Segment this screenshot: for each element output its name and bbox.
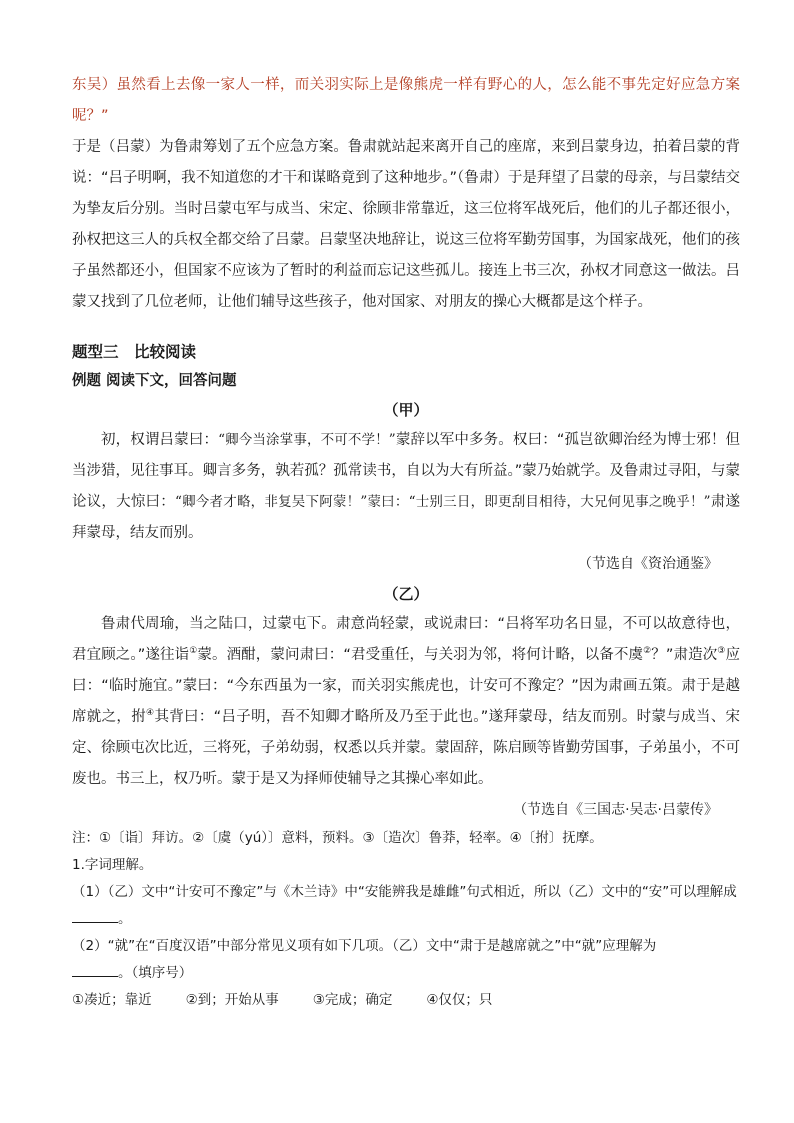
text-a-body xyxy=(72,425,740,549)
answer-blank-1[interactable] xyxy=(72,908,118,923)
text-b-source: （节选自《三国志·吴志·吕蒙传》 xyxy=(513,802,718,818)
translation-black-text: 于是（吕蒙）为鲁肃筹划了五个应急方案。鲁肃就站起来离开自己的座席，来到吕蒙身边，拍着吕蒙的背说：“吕子明啊，我不知道您的才干和谋略竟到了这种地步。”（鲁肃）于是拜望了吕蒙的母亲，与吕蒙结交为挚友后分别。当时吕蒙屯军与成当、宋定、徐顾非常靠近，这三位将军战死后，他们的儿子都还很小，孙权把这三人的兵权全都交给了吕蒙。吕蒙坚决地辞让，说这三位将军勤劳国事，为国家战死，他们的孩子虽然都还小，但国家不应该为了暂时的利益而忘记这些孤儿。接连上书三次，孙权才同意这一做法。吕蒙又找到了几位老师，让他们辅导这些孩子，他对国家、对朋友的操心大概都是这个样子。 xyxy=(72,139,740,310)
question-1-end: 。 xyxy=(118,911,132,927)
note-mark-3: ③ xyxy=(717,646,726,657)
text-a-part2: “卿今当涂掌事，不可不学！” xyxy=(218,432,396,448)
example-title: 例题 阅读下文，回答问题 xyxy=(72,373,237,389)
options-row xyxy=(72,987,740,1014)
question-1-text: （1）（乙）文中“计安可不豫定”与《木兰诗》中“安能辨我是雄雌”句式相近，所以（乙）文中的“安”可以理解成 xyxy=(72,884,737,900)
text-b-title: （乙） xyxy=(383,585,429,603)
note-mark-1: ① xyxy=(189,646,198,657)
text-a-part1: 初，权谓吕蒙曰： xyxy=(101,432,219,448)
text-b-body xyxy=(72,609,740,795)
answer-blank-2[interactable] xyxy=(72,962,118,977)
text-b-part2: 蒙。酒酣，蒙问肃曰：“君受重任，与关羽为邻，将何计略，以备不虞 xyxy=(197,647,644,663)
translation-red-span: 东吴）虽然看上去像一家人一样，而关羽实际上是像熊虎一样有野心的人，怎么能不事先定好应急方案呢？” xyxy=(72,77,740,124)
text-a-source: （节选自《资治通鉴》 xyxy=(578,556,718,572)
text-a-part4: “卿今者才略，非复吴下阿蒙！”蒙曰：“士别三日，即更刮目相待，大兄何见事之晚乎！” xyxy=(174,494,711,510)
text-a-part3: 蒙辞以军中多务。权曰：“孤岂欲卿治经为博士邪！但当涉猎，见往事耳。卿言多务，孰若孤？孤常读书，自以为大有所益。”蒙乃始就学。及鲁肃过寻阳，与蒙论议，大惊曰： xyxy=(72,432,741,510)
document-content xyxy=(72,70,740,1014)
option-2: ②到；开始从事 xyxy=(185,992,279,1008)
question-1 xyxy=(72,879,740,933)
text-a-part5: 肃遂拜蒙母，结友而别。 xyxy=(72,494,741,541)
annotation-note: 注：①〔诣〕拜访。②〔虞（yú）〕意料，预料。③〔造次〕鲁莽，轻率。④〔拊〕抚摩。 xyxy=(72,830,603,846)
note-mark-4: ④ xyxy=(146,708,155,719)
question-2-text: （2）“就”在“百度汉语”中部分常见义项有如下几项。（乙）文中“肃于是越席就之”中“就”应理解为 xyxy=(72,938,657,954)
section-title: 题型三 比较阅读 xyxy=(72,343,197,361)
text-b-part3: ？”肃造次 xyxy=(651,647,718,663)
question-2 xyxy=(72,933,740,987)
note-mark-2: ② xyxy=(643,646,652,657)
translation-red-text xyxy=(72,70,740,318)
option-1: ①凑近；靠近 xyxy=(72,992,152,1008)
question-heading: 1.字词理解。 xyxy=(72,857,153,873)
text-b-part1: 鲁肃代周瑜，当之陆口，过蒙屯下。肃意尚轻蒙，或说肃曰：“吕将军功名日显，不可以故意待也，君宜顾之。”遂往诣 xyxy=(72,616,740,663)
question-2-end: 。（填序号） xyxy=(118,965,193,981)
text-b-part5: 其背曰：“吕子明，吾不知卿才略所及乃至于此也。”遂拜蒙母，结友而别。时蒙与成当、宋定、徐顾屯次比近，三将死，子弟幼弱，权悉以兵并蒙。蒙固辞，陈启顾等皆勤劳国事，子弟虽小，不可废也。书三上，权乃听。蒙于是又为择师使辅导之其操心率如此。 xyxy=(72,709,741,787)
text-a-title: （甲） xyxy=(383,401,429,419)
text-b-part4: 应曰：“临时施宜。”蒙曰：“今东西虽为一家，而关羽实熊虎也，计安可不豫定？”因为肃画五策。肃于是越席就之，拊 xyxy=(72,647,740,725)
option-3: ③完成；确定 xyxy=(312,992,393,1008)
option-4: ④仅仅；只 xyxy=(426,992,493,1008)
